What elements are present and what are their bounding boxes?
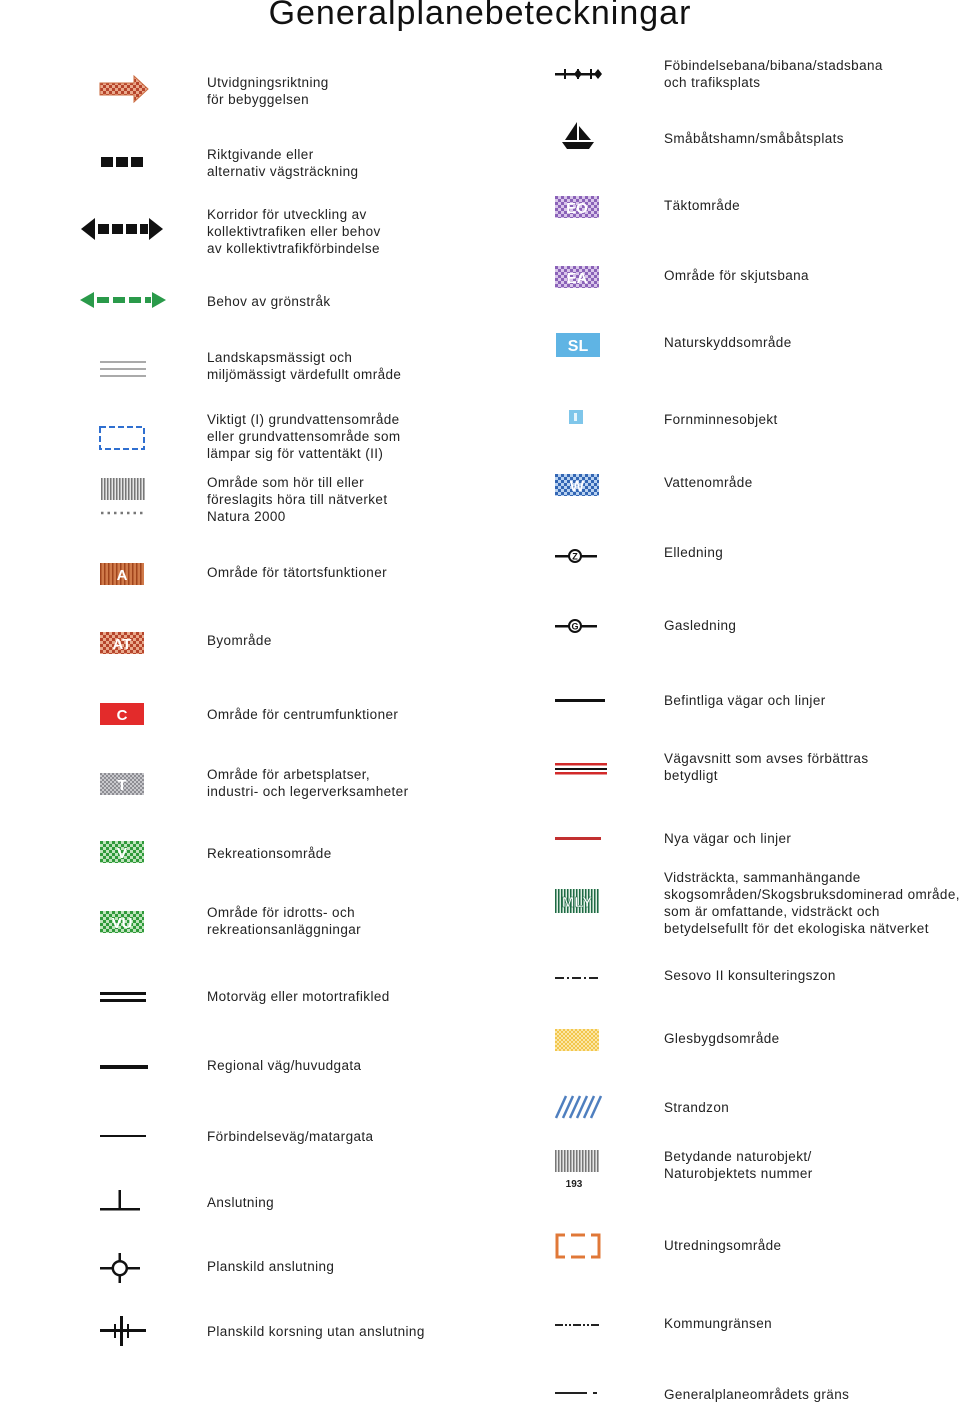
area-code-label: EA [566,270,588,287]
legend-label-motorway: Motorväg eller motortrafikled [207,989,390,1004]
area-code-label: AT [112,636,132,653]
legend-label-water-area: Vattenområde [664,475,753,490]
crossing-icon [100,1316,146,1346]
legend-label-workplaces: Område för arbetsplatser, industri- och legerverksamheter [207,767,409,799]
legend-label-regional-road: Regional väg/huvudgata [207,1058,362,1073]
dash-dot-dot-icon [555,1322,601,1328]
dashed-bar-icon [101,155,145,169]
area-code-label: W [569,478,585,495]
gray-lines-icon [100,359,146,379]
line-code-label: G [571,621,579,632]
dash-dot-line-icon [555,975,601,981]
legend-label-connecting-road: Förbindelseväg/matargata [207,1129,374,1144]
legend-label-recreation: Rekreationsområde [207,846,332,861]
green-double-arrow-icon [80,292,166,308]
legend-label-transit-corridor: Korridor för utveckling av kollektivtrafiken eller behov av kollektivtrafikförbindelse [207,207,381,256]
circle-junction-icon [100,1253,140,1283]
long-dash-dot-icon [555,1390,601,1396]
legend-label-landscape-value: Landskapsmässigt och miljömässigt värdefullt område [207,350,402,382]
legend-label-green-corridor: Behov av grönstråk [207,294,331,309]
area-at-icon [100,632,144,654]
rail-line-icon [555,66,601,82]
area-sl-icon [556,333,600,357]
legend-label-plan-area-border: Generalplaneområdets gräns [664,1387,850,1402]
area-code-label: V [116,845,128,862]
area-code-label: SL [567,338,589,355]
legend-label-guiding-road: Riktgivande eller alternativ vägsträckning [207,147,359,179]
power-line-icon [555,547,597,565]
black-line-icon [555,698,605,704]
sailboat-icon [562,122,594,150]
area-t-icon [100,773,144,795]
legend-label-nature-object: Betydande naturobjekt/ Naturobjektets nummer [664,1149,813,1181]
barcode-icon [555,1150,601,1190]
legend-label-seveso-zone: Sesovo II konsulteringszon [664,968,836,983]
legend-label-ancient-monument: Fornminnesobjekt [664,412,778,427]
area-a-icon [100,563,144,585]
legend-label-shooting-range: Område för skjutsbana [664,268,809,283]
arrow-hatched-icon [100,76,150,102]
diagonal-hatch-icon [556,1096,602,1118]
area-ea-icon [555,266,599,288]
thin-line-icon [100,1133,146,1139]
hatched-block-icon [101,478,147,518]
legend-label-power-line: Elledning [664,545,724,560]
gas-line-icon [555,617,597,635]
yellow-hatch-icon [555,1029,599,1051]
legend-label-shore-zone: Strandzon [664,1100,730,1115]
legend-label-sparse-area: Glesbygdsområde [664,1031,780,1046]
legend-label-extraction-area: Täktområde [664,198,741,213]
legend-label-sports-recreation: Område för idrotts- och rekreationsanläggningar [207,905,362,937]
area-c-icon [100,703,144,725]
small-square-icon [569,410,583,424]
legend-label-forest-areas: Vidsträckta, sammanhängande skogsområden/Skogsbruksdominerad område, som är omfattande, vidsträckt och betydelsefullt för det ekologiska nätverket [664,870,960,936]
thick-line-icon [100,1063,148,1071]
legend-label-grade-separated-crossing: Planskild korsning utan anslutning [207,1324,425,1339]
nature-object-number: 193 [565,1179,583,1190]
legend-label-gas-line: Gasledning [664,618,737,633]
area-code-label: A [116,567,128,584]
legend-label-municipal-border: Kommungränsen [664,1316,773,1331]
line-code-label: Z [572,551,578,562]
double-line-icon [100,990,146,1004]
legend-label-existing-roads: Befintliga vägar och linjer [664,693,826,708]
legend-label-nature-reserve: Naturskyddsområde [664,335,792,350]
red-line-icon [555,836,601,842]
legend-label-groundwater: Viktigt (I) grundvattensområde eller grundvattensområde som lämpar sig för vattentäkt (II) [207,412,401,461]
legend-label-rail-connection: Föbindelsebana/bibana/stadsbana och trafiksplats [664,58,883,90]
legend-label-grade-separated-junction: Planskild anslutning [207,1259,335,1274]
legend-label-center-functions: Område för centrumfunktioner [207,707,399,722]
legend-label-urban-functions: Område för tätortsfunktioner [207,565,388,580]
legend-label-small-boat-harbour: Småbåtshamn/småbåtsplats [664,131,844,146]
legend-label-natura-2000: Område som hör till eller föreslagits höra till nätverket Natura 2000 [207,475,388,524]
area-w-icon [555,474,599,496]
area-code-label: EO [566,200,588,217]
orange-bracket-icon [555,1233,601,1259]
area-code-label: C [116,707,128,724]
area-code-label: T [117,777,127,794]
blue-dashed-rect-icon [99,426,145,450]
junction-icon [100,1190,140,1212]
area-v-icon [100,841,144,863]
area-code-label: VU [111,915,133,932]
double-arrow-dashed-icon [81,218,163,240]
legend-label-road-improvement: Vägavsnitt som avses förbättras betydligt [664,751,869,783]
legend-label-expansion-direction: Utvidgningsriktning för bebyggelsen [207,75,329,107]
legend-label-village-area: Byområde [207,633,272,648]
red-black-lines-icon [555,761,607,775]
legend-label-junction: Anslutning [207,1195,275,1210]
legend-label-new-roads: Nya vägar och linjer [664,831,792,846]
area-mly-icon [555,889,599,913]
legend-label-investigation-area: Utredningsområde [664,1238,782,1253]
area-code-label: MLY [561,894,593,911]
page-title: Generalplanebeteckningar [268,0,692,32]
area-vu-icon [100,911,144,933]
area-eo-icon [555,196,599,218]
